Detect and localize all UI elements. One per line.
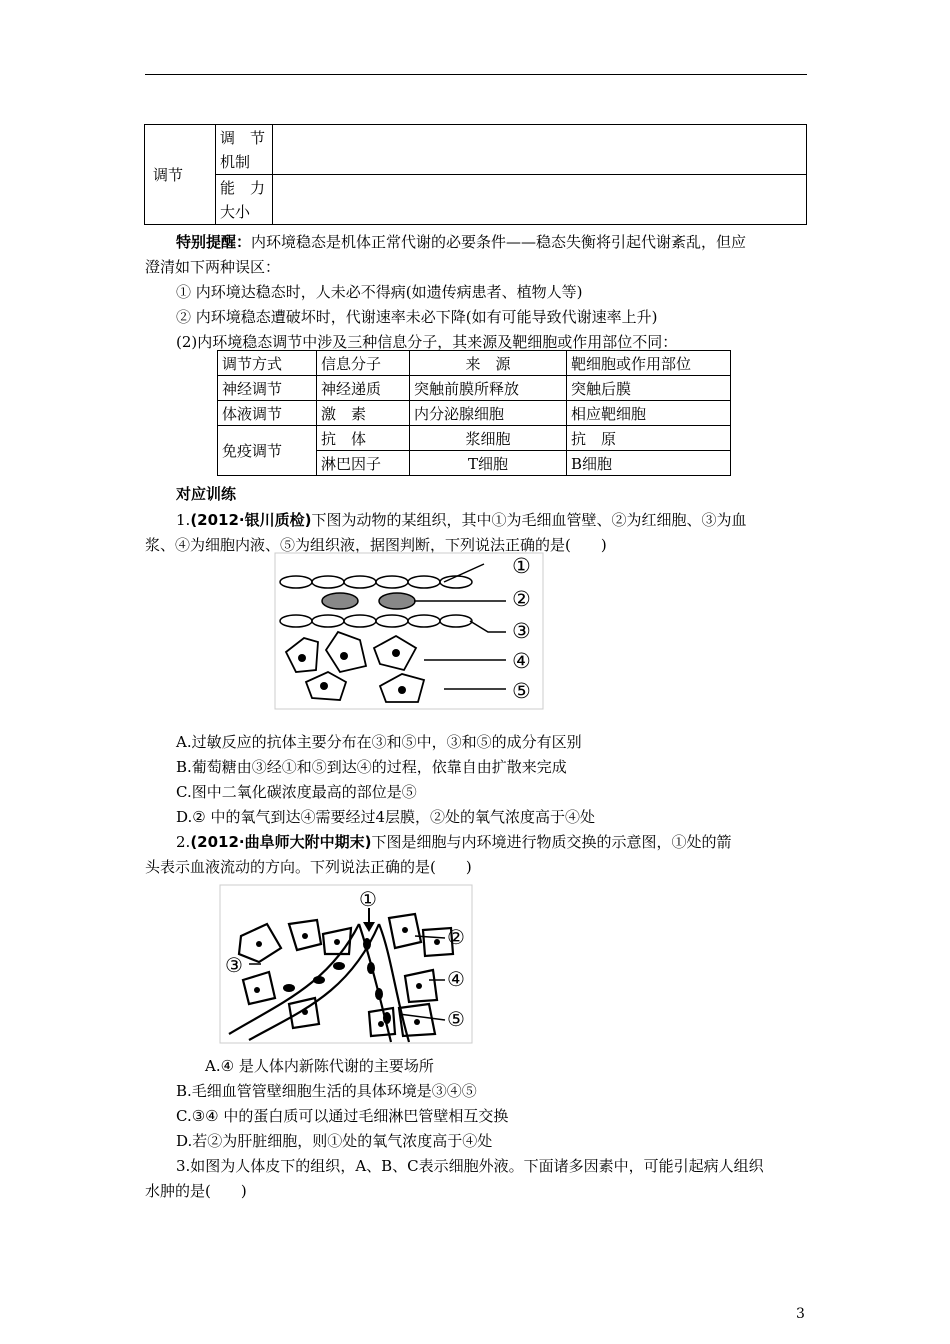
- tissue-figure-2: [219, 884, 473, 1044]
- q2-option-c: C.③④ 中的蛋白质可以通过毛细淋巴管壁相互交换: [176, 1107, 509, 1125]
- reminder-point1: ① 内环境达稳态时，人未必不得病(如遗传病患者、植物人等): [176, 283, 583, 301]
- reminder-line1: 特别提醒：内环境稳态是机体正常代谢的必要条件——稳态失衡将引起代谢紊乱，但应: [176, 233, 747, 251]
- q1-option-d: D.② 中的氧气到达④需要经过4层膜，②处的氧气浓度高于④处: [176, 808, 596, 826]
- regulation-table: [144, 124, 807, 225]
- label-5: ⑤: [447, 1007, 465, 1031]
- reminder-point2: ② 内环境稳态遭破坏时，代谢速率未必下降(如有可能导致代谢速率上升): [176, 308, 658, 326]
- q2-stem-line2: 头表示血液流动的方向。下列说法正确的是( ): [145, 858, 472, 876]
- regulation-group-cell: 调节: [145, 125, 216, 225]
- signal-molecule-table: [217, 350, 731, 476]
- q2-option-d: D.若②为肝脏细胞，则①处的氧气浓度高于④处: [176, 1132, 493, 1150]
- q3-stem-line1: 3.如图为人体皮下的组织，A、B、C表示细胞外液。下面诸多因素中，可能引起病人组织: [176, 1157, 764, 1175]
- label-4: ④: [447, 967, 465, 991]
- mechanism-value-cell: [273, 125, 807, 175]
- header-rule: [145, 74, 807, 75]
- table-row: 淋巴因子 T细胞 B细胞: [218, 451, 731, 476]
- table-row: 免疫调节 抗 体 浆细胞 抗 原: [218, 426, 731, 451]
- label-3: ③: [512, 619, 531, 643]
- label-2: ②: [447, 925, 465, 949]
- tissue-figure-1: [274, 552, 544, 710]
- q2-option-a: A.④ 是人体内新陈代谢的主要场所: [205, 1057, 434, 1075]
- label-3: ③: [225, 953, 243, 977]
- q2-stem-line1: 2.(2012·曲阜师大附中期末)下图是细胞与内环境进行物质交换的示意图，①处的箭: [176, 833, 732, 851]
- q3-stem-line2: 水肿的是( ): [145, 1182, 247, 1200]
- q1-stem-line2: 浆、④为细胞内液、⑤为组织液，据图判断，下列说法正确的是( ): [145, 536, 607, 554]
- table-row: 体液调节 激 素 内分泌腺细胞 相应靶细胞: [218, 401, 731, 426]
- q2-option-b: B.毛细血管管壁细胞生活的具体环境是③④⑤: [176, 1082, 477, 1100]
- q1-option-b: B.葡萄糖由③经①和⑤到达④的过程，依靠自由扩散来完成: [176, 758, 567, 776]
- page-number: 3: [796, 1306, 805, 1322]
- section-title: 对应训练: [176, 485, 237, 503]
- table-header-row: 调节方式 信息分子 来 源 靶细胞或作用部位: [218, 351, 731, 376]
- table-row: 神经调节 神经递质 突触前膜所释放 突触后膜: [218, 376, 731, 401]
- label-1: ①: [359, 887, 377, 911]
- q1-option-a: A.过敏反应的抗体主要分布在③和⑤中，③和⑤的成分有区别: [176, 733, 582, 751]
- q1-stem-line1: 1.(2012·银川质检)下图为动物的某组织，其中①为毛细血管壁、②为红细胞、③为血: [176, 511, 747, 529]
- capacity-label-cell: 能 力 大小: [216, 175, 273, 225]
- label-5: ⑤: [512, 679, 531, 703]
- q1-option-c: C.图中二氧化碳浓度最高的部位是⑤: [176, 783, 417, 801]
- label-2: ②: [512, 587, 531, 611]
- reminder-point3: (2)内环境稳态调节中涉及三种信息分子，其来源及靶细胞或作用部位不同：: [176, 333, 678, 351]
- label-4: ④: [512, 649, 531, 673]
- mechanism-label-cell: 调 节 机制: [216, 125, 273, 175]
- capacity-value-cell: [273, 175, 807, 225]
- label-1: ①: [512, 554, 531, 578]
- reminder-line2: 澄清如下两种误区：: [145, 258, 281, 276]
